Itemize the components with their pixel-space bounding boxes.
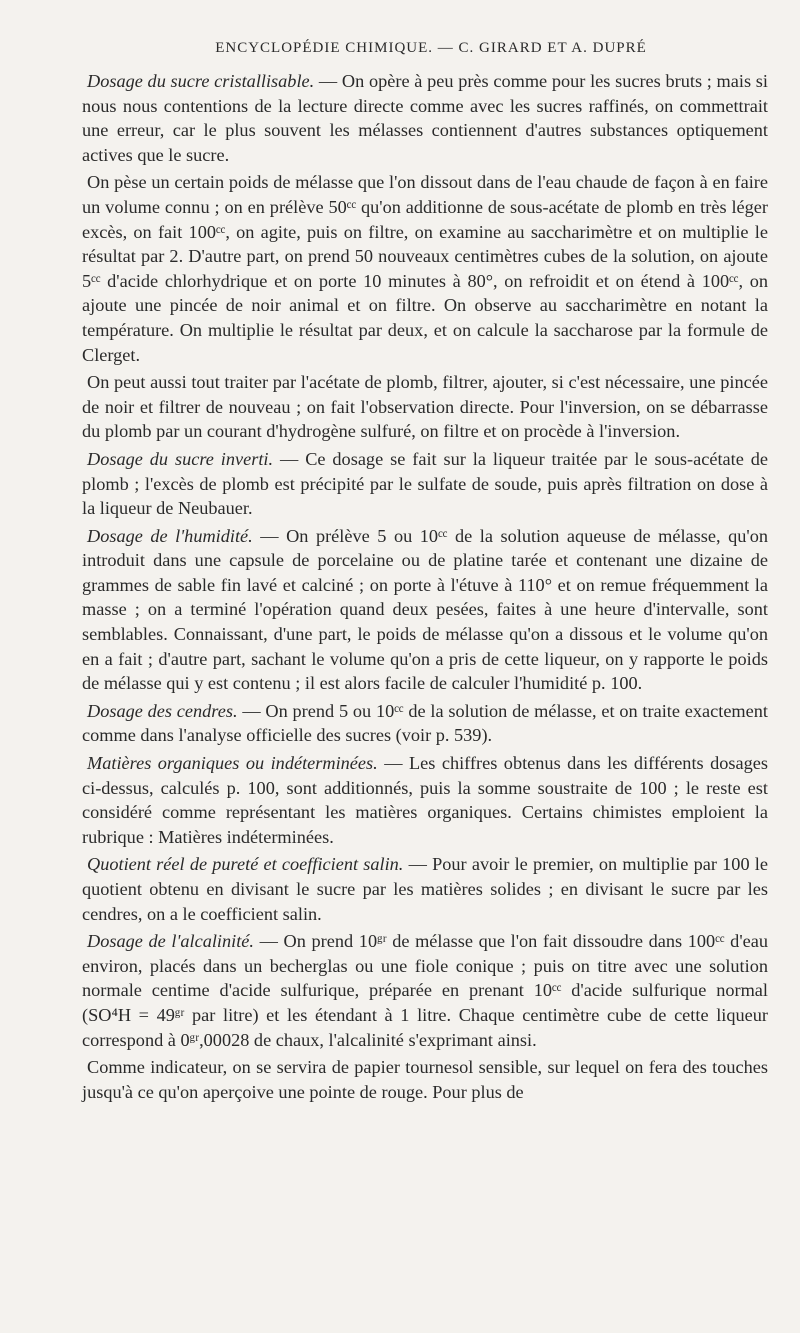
paragraph-lead: Quotient réel de pureté et coefficient salin. <box>87 854 404 875</box>
paragraph-humidite <box>82 524 768 696</box>
paragraph-lead: Matières organiques ou indéterminées. <box>87 753 378 774</box>
paragraph-matieres-organiques <box>82 751 768 849</box>
running-head: ENCYCLOPÉDIE CHIMIQUE. — C. GIRARD ET A. DUPRÉ <box>215 40 647 56</box>
body-text <box>82 69 768 1104</box>
paragraph-text: — Ce dosage se fait sur la liqueur traitée par le sous-acétate de plomb ; l'excès de plomb est précipité par le sulfate de soude, puis après filtration on dose à la liqueur de Neubauer. <box>82 448 768 519</box>
paragraph-text: — On prélève 5 ou 10ᶜᶜ de la solution aqueuse de mélasse, qu'on introduit dans une capsule de porcelaine ou de platine tarée et contenant une dizaine de grammes de sable fin lavé et calciné ; on porte à l'étuve à 110° et on remue fréquemment la masse ; on a terminé l'opération quand deux pesées, faites à une heure d'intervalle, sont semblables. Connaissant, d'une part, le poids de mélasse qu'on a dissous et le volume qu'on en a fait ; d'autre part, sachant le volume qu'on a pris de cette liqueur, on y rapporte le poids de mélasse qui y est contenu ; il est alors facile de calculer l'humidité p. 100. <box>82 525 768 694</box>
paragraph-quotient-purete <box>82 852 768 926</box>
paragraph-text: — On prend 10ᵍʳ de mélasse que l'on fait dissoudre dans 100ᶜᶜ d'eau environ, placés dans un becherglas ou une fiole conique ; puis on titre avec une solution normale centime d'acide sulfurique, préparée en prenant 10ᶜᶜ d'acide sulfurique normal (SO⁴H = 49ᵍʳ par litre) et les étendant à 1 litre. Chaque centimètre cube de cette liqueur correspond à 0ᵍʳ,00028 de chaux, l'alcalinité s'exprimant ainsi. <box>82 931 768 1050</box>
paragraph-sucre-inverti <box>82 447 768 521</box>
paragraph-pesee <box>82 170 768 367</box>
paragraph-lead: Dosage du sucre cristallisable. <box>87 71 315 91</box>
paragraph-lead: Dosage de l'alcalinité. <box>87 931 254 952</box>
paragraph-text: — Les chiffres obtenus dans les différents dosages ci-dessus, calculés p. 100, sont additionnés, puis la somme soustraite de 100 ; le reste est considéré comme représentant les matières organiques. Certains chimistes emploient la rubrique : Matières indéterminées. <box>82 753 768 847</box>
paragraph-lead: Dosage des cendres. <box>87 700 238 721</box>
paragraph-acetate <box>82 370 768 444</box>
paragraph-cendres <box>82 699 768 748</box>
paragraph-text: On peut aussi tout traiter par l'acétate de plomb, filtrer, ajouter, si c'est nécessaire, une pincée de noir et filtrer de nouveau ; on fait l'observation directe. Pour l'inversion, on se débarrasse du plomb par un courant d'hydrogène sulfuré, on filtre et on procède à l'inversion. <box>82 372 768 442</box>
paragraph-alcalinite <box>82 929 768 1052</box>
paragraph-sucre-cristallisable <box>82 69 768 167</box>
paragraph-text: — On opère à peu près comme pour les sucres bruts ; mais si nous nous contentions de la lecture directe comme avec les sucres raffinés, on commettrait une erreur, car le plus souvent les mélasses contiennent d'autres substances optiquement actives que le sucre. <box>82 71 768 165</box>
paragraph-text: On pèse un certain poids de mélasse que l'on dissout dans de l'eau chaude de façon à en faire un volume connu ; on en prélève 50ᶜᶜ qu'on additionne de sous-acétate de plomb en très léger excès, on fait 100ᶜᶜ, on agite, puis on filtre, on examine au saccharimètre et on multiplie le résultat par 2. D'autre part, on prend 50 nouveaux centimètres cubes de la solution, on ajoute 5ᶜᶜ d'acide chlorhydrique et on porte 10 minutes à 80°, on refroidit et on étend à 100ᶜᶜ, on ajoute une pincée de noir animal et on filtre. On observe au saccharimètre en notant la température. On multiplie le résultat par deux, et on calcule la saccharose par la formule de Clerget. <box>82 172 768 365</box>
paragraph-text: — On prend 5 ou 10ᶜᶜ de la solution de mélasse, et on traite exactement comme dans l'analyse officielle des sucres (voir p. 539). <box>82 700 768 746</box>
paragraph-lead: Dosage de l'humidité. <box>87 525 253 546</box>
paragraph-indicateur <box>82 1055 768 1104</box>
paragraph-text: — Pour avoir le premier, on multiplie par 100 le quotient obtenu en divisant le sucre par les matières solides ; en divisant le sucre par les cendres, on a le coefficient salin. <box>82 854 768 924</box>
paragraph-lead: Dosage du sucre inverti. <box>87 448 274 469</box>
paragraph-text: Comme indicateur, on se servira de papier tournesol sensible, sur lequel on fera des touches jusqu'à ce qu'on aperçoive une pointe de rouge. Pour plus de <box>82 1057 768 1102</box>
